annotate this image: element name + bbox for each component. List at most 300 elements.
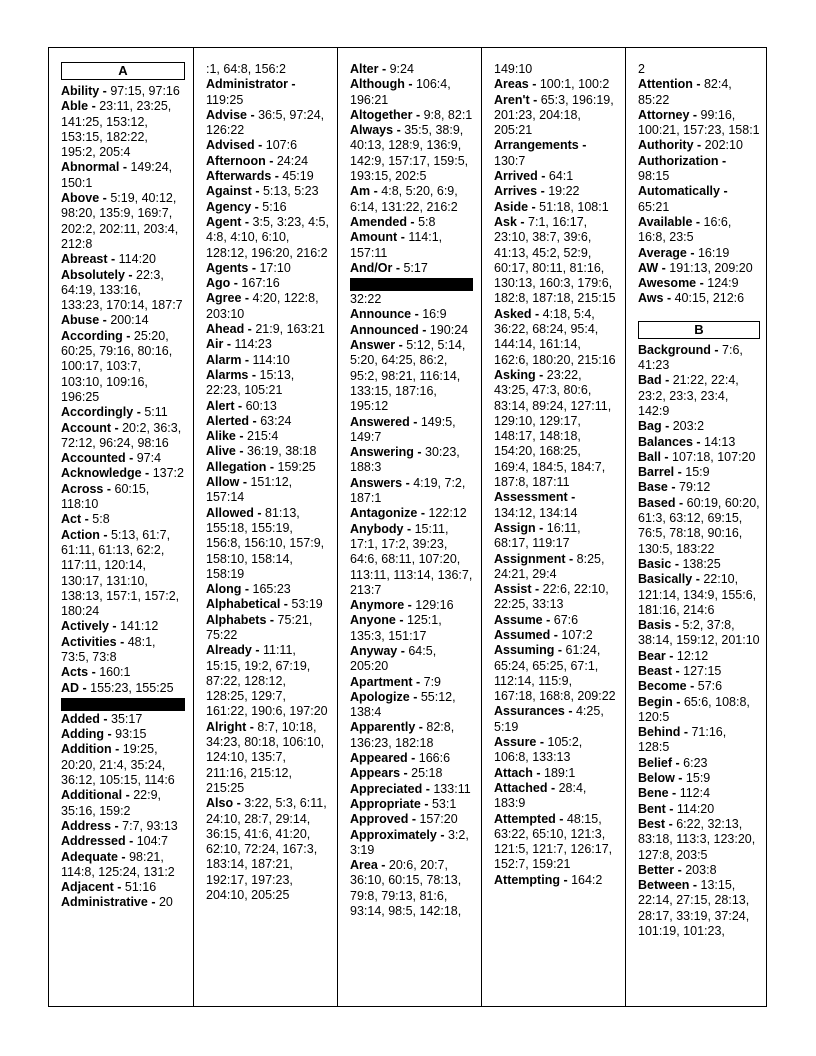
term-separator: - bbox=[537, 184, 549, 199]
index-term: Abreast bbox=[61, 252, 108, 267]
index-term: Although bbox=[350, 77, 405, 92]
term-separator: - bbox=[668, 786, 680, 801]
index-entry bbox=[494, 307, 617, 368]
page-line-refs: 15:11, 17:1, 17:2, 39:23, 64:6, 68:11, 107:20, 113:11, 113:14, 136:7, 213:7 bbox=[350, 521, 473, 597]
term-separator: - bbox=[675, 495, 687, 510]
page-line-refs: 138:25 bbox=[682, 556, 721, 571]
index-term: Anyone bbox=[350, 613, 396, 628]
index-entry bbox=[350, 261, 473, 276]
index-entry bbox=[61, 421, 185, 452]
term-separator: - bbox=[251, 184, 263, 199]
page-line-refs: 4:25, 5:19 bbox=[494, 704, 604, 734]
page-line-refs: 60:19, 60:20, 61:3, 63:12, 69:15, 76:5, 78:18, 90:16, 130:5, 183:22 bbox=[638, 495, 760, 556]
index-term: Along bbox=[206, 582, 242, 597]
index-entry bbox=[206, 796, 329, 903]
page-line-refs: 151:12, 157:14 bbox=[206, 475, 293, 505]
term-separator: - bbox=[565, 551, 577, 566]
index-entry bbox=[61, 512, 185, 527]
index-entry bbox=[638, 154, 760, 185]
page-line-refs: 81:13, 155:18, 155:19, 156:8, 156:10, 157:9, 158:10, 158:14, 158:19 bbox=[206, 505, 325, 581]
page-line-refs: 9:24 bbox=[389, 62, 414, 76]
index-entry bbox=[638, 618, 760, 649]
index-entry bbox=[350, 613, 473, 644]
term-separator: - bbox=[555, 811, 567, 826]
page-line-refs: 149:24, 150:1 bbox=[61, 160, 173, 190]
index-term: Attempting bbox=[494, 872, 560, 887]
index-term: Background bbox=[638, 342, 711, 357]
index-entry bbox=[638, 802, 760, 817]
index-entry bbox=[350, 797, 473, 812]
index-entry bbox=[206, 414, 329, 429]
index-entry bbox=[61, 268, 185, 314]
index-term: Assume bbox=[494, 612, 543, 627]
term-separator: - bbox=[532, 765, 545, 780]
index-entry bbox=[494, 521, 617, 552]
index-entry bbox=[350, 506, 473, 521]
index-term: Areas bbox=[494, 77, 529, 92]
page-line-refs: 17:10 bbox=[259, 260, 291, 275]
index-term: Area bbox=[350, 858, 378, 873]
term-separator: - bbox=[125, 834, 137, 849]
index-entry bbox=[350, 62, 473, 77]
page-line-refs: 6:22, 32:13, 83:18, 113:3, 123:20, 127:8, 203:5 bbox=[638, 816, 756, 862]
term-separator: - bbox=[265, 153, 277, 168]
page-line-refs: 13:15, 22:14, 27:15, 28:13, 28:17, 33:19, 37:24, 101:19, 101:23, bbox=[638, 878, 750, 939]
page-line-refs: 57:6 bbox=[697, 679, 723, 694]
index-entry bbox=[638, 450, 760, 465]
page-line-refs: 167:16 bbox=[241, 276, 280, 291]
index-term: Ask bbox=[494, 214, 517, 229]
index-entry bbox=[206, 399, 329, 414]
index-entry bbox=[206, 597, 329, 612]
term-separator: - bbox=[99, 191, 111, 206]
page-line-refs: 16:11, 68:17, 119:17 bbox=[494, 520, 581, 551]
index-term: Altogether bbox=[350, 107, 413, 122]
page-line-refs: 21:9, 163:21 bbox=[255, 322, 325, 337]
page-line-refs: 100:1, 100:2 bbox=[539, 77, 610, 92]
index-term: Answered bbox=[350, 414, 410, 429]
page-line-refs: 106:4, 196:21 bbox=[350, 77, 451, 107]
term-separator: - bbox=[400, 766, 412, 781]
index-term: Absolutely bbox=[61, 267, 125, 282]
term-separator: - bbox=[241, 582, 253, 597]
index-entry bbox=[638, 771, 760, 786]
page-line-refs: 202:10 bbox=[704, 138, 743, 153]
term-separator: - bbox=[550, 627, 562, 642]
term-separator: - bbox=[119, 160, 131, 175]
term-separator: - bbox=[547, 780, 559, 795]
index-term: Adding bbox=[61, 727, 105, 742]
term-separator: - bbox=[241, 352, 253, 367]
term-separator: - bbox=[111, 818, 123, 833]
term-separator: - bbox=[235, 444, 247, 459]
page-line-refs: 189:1 bbox=[544, 765, 576, 780]
term-separator: - bbox=[436, 827, 448, 842]
index-entry bbox=[638, 435, 760, 450]
index-term: Always bbox=[350, 123, 394, 138]
index-entry bbox=[61, 712, 185, 727]
term-separator: - bbox=[99, 313, 111, 328]
index-entry bbox=[206, 720, 329, 796]
index-term: Agents bbox=[206, 260, 249, 275]
page-line-refs: 5:13, 5:23 bbox=[262, 184, 319, 199]
page-line-refs: 129:16 bbox=[415, 598, 454, 613]
term-separator: - bbox=[412, 674, 424, 689]
term-separator: - bbox=[528, 77, 540, 92]
index-term: Amount bbox=[350, 230, 398, 245]
index-entry bbox=[494, 200, 617, 215]
page-line-refs: 35:17 bbox=[111, 711, 143, 726]
index-entry bbox=[494, 873, 617, 888]
page-line-refs: 23:22, 43:25, 47:3, 80:6, 83:14, 89:24, 127:11, 129:10, 129:17, 148:17, 148:18, 154:20, 168:25, 169:4, 184:5, 184:7, 187:8, 187:11 bbox=[494, 367, 612, 490]
index-term: Acknowledge bbox=[61, 466, 142, 481]
index-term: Arrives bbox=[494, 184, 538, 199]
index-term: Alive bbox=[206, 444, 236, 459]
term-separator: - bbox=[378, 62, 390, 76]
index-entry bbox=[638, 557, 760, 572]
index-entry bbox=[350, 184, 473, 215]
index-term: Agree bbox=[206, 291, 242, 306]
page-line-refs: 107:6 bbox=[265, 138, 298, 153]
term-separator: - bbox=[535, 520, 547, 535]
page-line-refs: 130:7 bbox=[494, 153, 526, 168]
index-term: Alright bbox=[206, 719, 247, 734]
index-term: Authority bbox=[638, 138, 694, 153]
index-entry bbox=[638, 756, 760, 771]
page-line-refs: 65:3, 196:19, 201:23, 204:18, 205:21 bbox=[494, 92, 614, 138]
index-term: Abnormal bbox=[61, 160, 120, 175]
index-entry bbox=[494, 62, 617, 77]
index-term: Aside bbox=[494, 199, 529, 214]
index-term: Ball bbox=[638, 449, 661, 464]
page-line-refs: 104:7 bbox=[136, 834, 168, 849]
index-term: Awesome bbox=[638, 276, 697, 291]
page-line-refs: 114:20 bbox=[676, 801, 715, 816]
page-line-refs: 125:1, 135:3, 151:17 bbox=[350, 613, 442, 643]
term-separator: - bbox=[404, 598, 416, 613]
page-line-refs: 61:24, 65:24, 65:25, 67:1, 112:14, 115:9, 167:18, 168:8, 209:22 bbox=[494, 643, 616, 704]
index-term: Accounted bbox=[61, 451, 126, 466]
term-separator: - bbox=[392, 260, 404, 275]
term-separator: - bbox=[103, 481, 115, 496]
index-entry bbox=[61, 528, 185, 620]
page-line-refs: 114:10 bbox=[252, 352, 290, 367]
term-separator: - bbox=[693, 138, 705, 153]
term-separator: - bbox=[88, 665, 100, 680]
index-term: Addition bbox=[61, 742, 112, 757]
index-entry bbox=[61, 313, 185, 328]
index-entry bbox=[350, 77, 473, 108]
index-term: Assure bbox=[494, 735, 537, 750]
index-term: Bent bbox=[638, 801, 666, 816]
term-separator: - bbox=[251, 199, 263, 214]
index-entry bbox=[638, 649, 760, 664]
index-entry bbox=[350, 292, 473, 307]
index-entry bbox=[638, 261, 760, 276]
index-term: Ability bbox=[61, 84, 100, 98]
page-line-refs: 127:15 bbox=[683, 663, 722, 678]
page-line-refs: 133:11 bbox=[433, 781, 471, 796]
page-line-refs: 160:1 bbox=[99, 665, 131, 680]
term-separator: - bbox=[686, 245, 698, 260]
index-term: Appropriate bbox=[350, 796, 421, 811]
term-separator: - bbox=[671, 618, 683, 633]
index-term: Answers bbox=[350, 475, 403, 490]
page-line-refs: 65:6, 108:8, 120:5 bbox=[638, 694, 750, 724]
page-line-refs: 82:4, 85:22 bbox=[638, 77, 732, 107]
term-separator: - bbox=[395, 613, 407, 628]
index-entry bbox=[638, 878, 760, 939]
index-entry bbox=[206, 291, 329, 322]
index-term: Apartment bbox=[350, 674, 413, 689]
page-line-refs: 5:12, 5:14, 5:20, 64:25, 86:2, 95:2, 98:21, 116:14, 133:15, 187:16, 195:12 bbox=[350, 338, 466, 414]
index-term: Arrived bbox=[494, 169, 538, 184]
term-separator: - bbox=[111, 742, 123, 757]
term-separator: - bbox=[420, 796, 432, 811]
index-term: Already bbox=[206, 643, 252, 658]
term-separator: - bbox=[665, 648, 677, 663]
term-separator: - bbox=[122, 328, 134, 343]
index-term: Alarms bbox=[206, 367, 249, 382]
page-line-refs: 4:8, 5:20, 6:9, 6:14, 131:22, 216:2 bbox=[350, 184, 458, 214]
index-term: Able bbox=[61, 99, 89, 114]
index-entry bbox=[206, 184, 329, 199]
term-separator: - bbox=[254, 138, 266, 153]
term-separator: - bbox=[397, 643, 409, 658]
index-entry bbox=[206, 200, 329, 215]
index-entry bbox=[61, 482, 185, 513]
index-term: Asking bbox=[494, 367, 536, 382]
index-column-5 bbox=[625, 48, 768, 1006]
index-entry bbox=[61, 84, 185, 99]
term-separator: - bbox=[88, 99, 100, 114]
index-entry bbox=[494, 490, 617, 521]
page-line-refs: 114:20 bbox=[118, 252, 156, 267]
index-term: Alike bbox=[206, 429, 236, 444]
page-line-refs: 64:1 bbox=[548, 169, 574, 184]
index-entry bbox=[206, 261, 329, 276]
term-separator: - bbox=[117, 849, 130, 864]
term-separator: - bbox=[692, 214, 704, 229]
index-term: Antagonize bbox=[350, 506, 418, 521]
term-separator: - bbox=[241, 291, 253, 306]
index-entry bbox=[494, 93, 617, 139]
index-term: Assignment bbox=[494, 551, 566, 566]
letter-heading: A bbox=[61, 62, 185, 80]
page-line-refs: 107:2 bbox=[561, 627, 593, 642]
index-term: Anybody bbox=[350, 521, 404, 536]
term-separator: - bbox=[247, 107, 259, 122]
term-separator: - bbox=[411, 307, 423, 322]
index-term: AD bbox=[61, 680, 80, 695]
page-line-refs: 4:19, 7:2, 187:1 bbox=[350, 475, 466, 506]
term-separator: - bbox=[564, 704, 576, 719]
term-separator: - bbox=[689, 878, 701, 893]
index-column-4 bbox=[481, 48, 625, 1006]
term-separator: - bbox=[246, 719, 258, 734]
term-separator: - bbox=[719, 184, 728, 199]
index-entry bbox=[350, 858, 473, 919]
index-term: Attach bbox=[494, 765, 533, 780]
index-entry bbox=[638, 246, 760, 261]
term-separator: - bbox=[418, 322, 430, 337]
index-term: Am bbox=[350, 184, 371, 199]
index-term: Address bbox=[61, 818, 112, 833]
term-separator: - bbox=[660, 449, 673, 464]
index-entry bbox=[350, 476, 473, 507]
term-separator: - bbox=[239, 475, 251, 490]
page-line-refs: 22:9, 35:16, 159:2 bbox=[61, 788, 162, 818]
page-line-refs: 64:5, 205:20 bbox=[350, 643, 437, 674]
index-entry bbox=[206, 276, 329, 291]
term-separator: - bbox=[266, 612, 278, 627]
term-separator: - bbox=[554, 643, 566, 658]
page-line-refs: 55:12, 138:4 bbox=[350, 689, 456, 720]
index-entry bbox=[494, 613, 617, 628]
page-line-refs: 15:9 bbox=[685, 771, 711, 786]
page-line-refs: 48:15, 63:22, 65:10, 121:3, 121:5, 121:7, 126:17, 152:7, 159:21 bbox=[494, 811, 613, 872]
page-line-refs: 60:15, 118:10 bbox=[61, 481, 150, 512]
index-term: Agency bbox=[206, 199, 252, 214]
page-line-refs: 14:13 bbox=[704, 434, 736, 449]
index-term: Basic bbox=[638, 556, 672, 571]
index-term: Adjacent bbox=[61, 880, 114, 895]
redaction-bar bbox=[350, 278, 473, 291]
index-entry bbox=[206, 429, 329, 444]
index-entry bbox=[61, 880, 185, 895]
index-term: Across bbox=[61, 481, 104, 496]
index-term: Above bbox=[61, 191, 100, 206]
index-term: Best bbox=[638, 816, 666, 831]
index-entry bbox=[494, 812, 617, 873]
page-line-refs: 19:25, 20:20, 21:4, 35:24, 36:12, 105:15, 114:6 bbox=[61, 742, 175, 788]
page-line-refs: 8:7, 10:18, 34:23, 80:18, 106:10, 124:10, 135:7, 211:16, 215:12, 215:25 bbox=[206, 719, 325, 795]
term-separator: - bbox=[422, 781, 434, 796]
page-line-refs: 53:19 bbox=[291, 597, 323, 612]
index-entry bbox=[61, 788, 185, 819]
index-term: Allegation bbox=[206, 459, 267, 474]
index-entry bbox=[350, 598, 473, 613]
index-term: Between bbox=[638, 878, 690, 893]
index-term: Allow bbox=[206, 475, 240, 490]
index-term: Asked bbox=[494, 306, 532, 321]
index-entry bbox=[494, 628, 617, 643]
term-separator: - bbox=[692, 434, 705, 449]
term-separator: - bbox=[241, 214, 253, 229]
index-term: Attention bbox=[638, 77, 693, 92]
term-separator: - bbox=[536, 735, 548, 750]
page-line-refs: 114:23 bbox=[234, 337, 272, 352]
index-term: Assumed bbox=[494, 627, 551, 642]
index-entry bbox=[350, 751, 473, 766]
page-line-refs: 200:14 bbox=[110, 313, 149, 328]
index-entry bbox=[61, 99, 185, 160]
index-entry bbox=[206, 322, 329, 337]
page-line-refs: 5:13, 61:7, 61:11, 61:13, 62:2, 117:11, 120:14, 130:17, 131:10, 138:13, 157:1, 157:2, 180:24 bbox=[61, 527, 180, 619]
index-entry bbox=[638, 725, 760, 756]
index-entry bbox=[638, 276, 760, 291]
index-term: Assuming bbox=[494, 643, 555, 658]
index-term: Administrator bbox=[206, 77, 288, 92]
index-entry bbox=[61, 850, 185, 881]
index-term: Appeared bbox=[350, 751, 408, 766]
term-separator: - bbox=[674, 465, 686, 480]
page-line-refs: 53:1 bbox=[431, 796, 457, 811]
index-entry bbox=[206, 215, 329, 261]
term-separator: - bbox=[531, 582, 543, 597]
index-entry bbox=[638, 184, 760, 215]
page-line-refs: 60:13 bbox=[245, 398, 277, 413]
page-line-refs: 155:23, 155:25 bbox=[90, 680, 174, 695]
index-term: Begin bbox=[638, 694, 673, 709]
index-term: Average bbox=[638, 245, 687, 260]
index-term: Agent bbox=[206, 214, 242, 229]
page-line-refs: 107:18, 107:20 bbox=[672, 449, 756, 464]
index-entry bbox=[350, 720, 473, 751]
index-entry bbox=[61, 727, 185, 742]
page-line-refs: 122:12 bbox=[428, 506, 467, 521]
index-entry bbox=[350, 108, 473, 123]
term-separator: - bbox=[672, 755, 684, 770]
term-separator: - bbox=[661, 373, 673, 388]
index-term: Apologize bbox=[350, 689, 410, 704]
term-separator: - bbox=[125, 451, 137, 466]
index-entry bbox=[206, 353, 329, 368]
page-line-refs: 22:3, 64:19, 133:16, 133:23, 170:14, 187:7 bbox=[61, 267, 183, 313]
page-line-refs: 3:5, 3:23, 4:5, 4:8, 4:10, 6:10, 128:12, 196:20, 216:2 bbox=[206, 214, 329, 260]
page-line-refs: 191:13, 209:20 bbox=[669, 260, 753, 275]
term-separator: - bbox=[234, 398, 246, 413]
index-term: Acts bbox=[61, 665, 89, 680]
page-line-refs: 203:2 bbox=[672, 419, 705, 434]
index-entry bbox=[61, 252, 185, 267]
index-term: Added bbox=[61, 711, 100, 726]
index-term: Aren't bbox=[494, 92, 530, 107]
term-separator: - bbox=[529, 92, 541, 107]
term-separator: - bbox=[81, 512, 93, 527]
index-entry bbox=[494, 643, 617, 704]
term-separator: - bbox=[661, 419, 673, 434]
page-line-refs: 5:8 bbox=[92, 512, 110, 527]
index-entry bbox=[206, 169, 329, 184]
term-separator: - bbox=[665, 801, 677, 816]
page-line-refs: 48:1, 73:5, 73:8 bbox=[61, 634, 156, 664]
page-line-refs: 98:21, 114:8, 125:24, 131:2 bbox=[61, 849, 175, 879]
index-entry bbox=[206, 77, 329, 108]
index-term: Based bbox=[638, 495, 676, 510]
page-line-refs: 16:9 bbox=[422, 307, 447, 322]
page-line-refs: 20:6, 20:7, 36:10, 60:15, 78:13, 79:8, 79:13, 81:6, 93:14, 98:5, 142:18, bbox=[350, 858, 462, 919]
index-entry bbox=[638, 291, 760, 306]
index-term: Balances bbox=[638, 434, 693, 449]
index-term: Assessment bbox=[494, 490, 568, 505]
index-entry bbox=[61, 895, 185, 910]
index-term: Appears bbox=[350, 766, 401, 781]
index-entry bbox=[638, 664, 760, 679]
index-term: Behind bbox=[638, 725, 681, 740]
index-term: Ago bbox=[206, 276, 231, 291]
index-entry bbox=[61, 466, 185, 481]
index-entry bbox=[350, 828, 473, 859]
page-line-refs: 5:2, 37:8, 38:14, 159:12, 201:10 bbox=[638, 618, 760, 648]
index-term: Addressed bbox=[61, 834, 126, 849]
term-separator: - bbox=[718, 153, 727, 168]
page-line-refs: 12:12 bbox=[676, 648, 709, 663]
index-term: Automatically bbox=[638, 184, 720, 199]
index-entry bbox=[638, 77, 760, 108]
index-entry bbox=[206, 337, 329, 352]
index-entry bbox=[494, 184, 617, 199]
